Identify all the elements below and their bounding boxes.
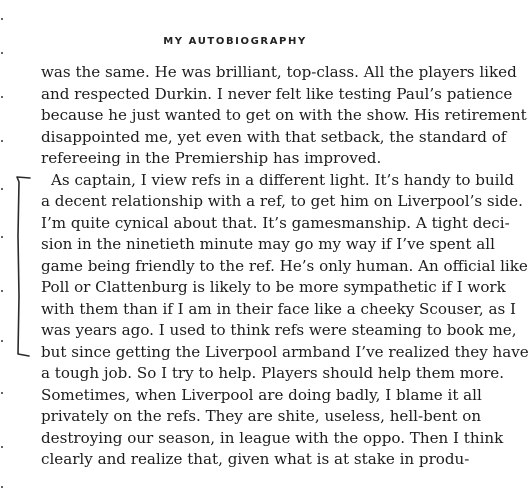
text-line: Poll or Clattenburg is likely to be more sympathetic if I work <box>41 278 506 296</box>
text-line: As captain, I view refs in a different light. It’s handy to build <box>51 170 514 189</box>
text-line: game being friendly to the ref. He’s only human. An official like <box>41 256 528 275</box>
text-line: and respected Durkin. I never felt like testing Paul’s patience <box>41 84 513 103</box>
paragraph-captaincy <box>41 170 529 471</box>
text-line: was years ago. I used to think refs were steaming to book me, <box>41 321 517 339</box>
text-line: disappointed me, yet even with that setback, the standard of <box>41 127 507 146</box>
page-edge-shadow <box>0 0 6 500</box>
text-line: with them than if I am in their face like a cheeky Scouser, as I <box>41 299 516 318</box>
text-line: but since getting the Liverpool armband I’ve realized they have <box>41 342 529 361</box>
text-line: Sometimes, when Liverpool are doing badly, I blame it all <box>41 385 482 404</box>
text-line: was the same. He was brilliant, top-class. All the players liked <box>41 63 517 81</box>
text-line: a decent relationship with a ref, to get him on Liverpool’s side. <box>41 192 523 210</box>
text-line: a tough job. So I try to help. Players should help them more. <box>41 364 505 382</box>
paragraph-continued <box>41 62 527 170</box>
text-line: because he just wanted to get on with the show. His retirement <box>41 106 527 124</box>
text-line: sion in the ninetieth minute may go my way if I’ve spent all <box>41 235 495 253</box>
text-line: destroying our season, in league with the oppo. Then I think <box>41 428 504 447</box>
margin-bracket-mark <box>13 176 33 358</box>
running-head: MY AUTOBIOGRAPHY <box>163 36 307 47</box>
text-line: I’m quite cynical about that. It’s gamesmanship. A tight deci- <box>41 213 510 232</box>
text-line: privately on the refs. They are shite, useless, hell-bent on <box>41 407 482 425</box>
text-line: refereeing in the Premiership has improved. <box>41 149 382 167</box>
body-text <box>41 62 529 471</box>
text-line: clearly and realize that, given what is at stake in produ- <box>41 450 470 468</box>
